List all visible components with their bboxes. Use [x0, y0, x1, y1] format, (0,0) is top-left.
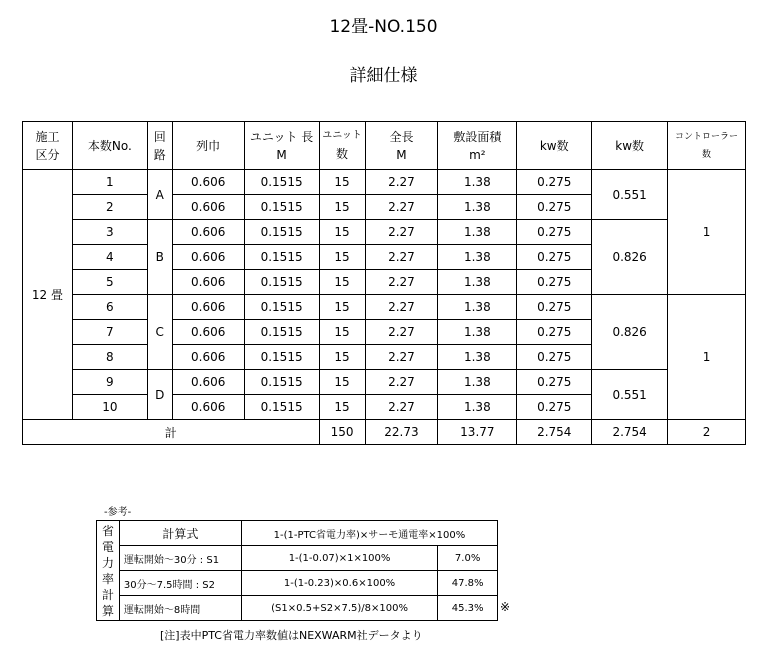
reference-row-label: 運転開始～8時間 [119, 596, 241, 621]
note-mark: ※ [500, 600, 511, 614]
header-kw-total: kw数 [592, 122, 668, 170]
header-controllers: コントローラー 数 [668, 122, 746, 170]
circuit-kw-total: 0.551 [592, 370, 668, 420]
row-total-length: 2.27 [365, 170, 438, 195]
controller-count: 1 [668, 170, 746, 295]
row-number: 2 [72, 195, 147, 220]
page-title: 12畳-NO.150 [329, 17, 438, 37]
row-total-length: 2.27 [365, 395, 438, 420]
total-row [23, 420, 746, 445]
row-area: 1.38 [438, 345, 517, 370]
reference-row-formula: 1-(1-0.23)×0.6×100% [241, 571, 437, 596]
row-total-length: 2.27 [365, 370, 438, 395]
row-units: 15 [319, 245, 365, 270]
header-section: 施工 区分 [23, 122, 73, 170]
row-unit-length: 0.1515 [244, 395, 319, 420]
row-area: 1.38 [438, 195, 517, 220]
row-area: 1.38 [438, 320, 517, 345]
row-unit-length: 0.1515 [244, 295, 319, 320]
row-width: 0.606 [172, 395, 244, 420]
row-number: 5 [72, 270, 147, 295]
row-number: 6 [72, 295, 147, 320]
row-units: 15 [319, 220, 365, 245]
table-row [23, 220, 746, 245]
reference-row [97, 596, 498, 621]
row-total-length: 2.27 [365, 295, 438, 320]
reference-row-formula: 1-(1-0.07)×1×100% [241, 546, 437, 571]
total-controllers: 2 [668, 420, 746, 445]
row-number: 7 [72, 320, 147, 345]
reference-row-value: 47.8% [438, 571, 498, 596]
row-unit-length: 0.1515 [244, 195, 319, 220]
row-width: 0.606 [172, 270, 244, 295]
row-total-length: 2.27 [365, 320, 438, 345]
row-width: 0.606 [172, 245, 244, 270]
row-kw: 0.275 [517, 245, 592, 270]
row-total-length: 2.27 [365, 245, 438, 270]
header-row [23, 122, 746, 170]
row-area: 1.38 [438, 245, 517, 270]
reference-row [97, 571, 498, 596]
circuit-label: B [147, 220, 172, 295]
circuit-label: C [147, 295, 172, 370]
row-units: 15 [319, 295, 365, 320]
header-width: 列巾 [172, 122, 244, 170]
page-subtitle: 詳細仕様 [349, 66, 418, 86]
row-width: 0.606 [172, 170, 244, 195]
row-width: 0.606 [172, 220, 244, 245]
row-unit-length: 0.1515 [244, 270, 319, 295]
row-unit-length: 0.1515 [244, 320, 319, 345]
row-area: 1.38 [438, 395, 517, 420]
reference-row-value: 45.3% [438, 596, 498, 621]
table-row [23, 295, 746, 320]
reference-label: -参考- [104, 507, 132, 518]
row-kw: 0.275 [517, 295, 592, 320]
row-number: 1 [72, 170, 147, 195]
row-kw: 0.275 [517, 320, 592, 345]
circuit-kw-total: 0.551 [592, 170, 668, 220]
reference-row-label: 30分～7.5時間 : S2 [119, 571, 241, 596]
row-area: 1.38 [438, 370, 517, 395]
row-units: 15 [319, 270, 365, 295]
row-unit-length: 0.1515 [244, 220, 319, 245]
row-total-length: 2.27 [365, 270, 438, 295]
reference-table [96, 520, 498, 621]
row-number: 8 [72, 345, 147, 370]
footnote: [注]表中PTC省電力率数値はNEXWARM社データより [160, 629, 423, 642]
row-width: 0.606 [172, 370, 244, 395]
total-length: 22.73 [365, 420, 438, 445]
row-units: 15 [319, 345, 365, 370]
row-unit-length: 0.1515 [244, 170, 319, 195]
row-width: 0.606 [172, 195, 244, 220]
total-area: 13.77 [438, 420, 517, 445]
header-unit-count: ユニット 数 [319, 122, 365, 170]
reference-row [97, 546, 498, 571]
header-number: 本数No. [72, 122, 147, 170]
spec-table [22, 121, 746, 445]
header-unit-length: ユニット 長 M [244, 122, 319, 170]
total-units: 150 [319, 420, 365, 445]
row-number: 3 [72, 220, 147, 245]
row-unit-length: 0.1515 [244, 370, 319, 395]
row-unit-length: 0.1515 [244, 245, 319, 270]
row-units: 15 [319, 170, 365, 195]
row-area: 1.38 [438, 220, 517, 245]
circuit-label: A [147, 170, 172, 220]
row-total-length: 2.27 [365, 220, 438, 245]
row-width: 0.606 [172, 345, 244, 370]
controller-count: 1 [668, 295, 746, 420]
row-kw: 0.275 [517, 370, 592, 395]
header-total-length: 全長 M [365, 122, 438, 170]
row-total-length: 2.27 [365, 195, 438, 220]
row-kw: 0.275 [517, 345, 592, 370]
total-kw: 2.754 [517, 420, 592, 445]
row-area: 1.38 [438, 170, 517, 195]
row-total-length: 2.27 [365, 345, 438, 370]
circuit-kw-total: 0.826 [592, 295, 668, 370]
table-row [23, 170, 746, 195]
reference-row-formula: (S1×0.5+S2×7.5)/8×100% [241, 596, 437, 621]
row-area: 1.38 [438, 270, 517, 295]
row-kw: 0.275 [517, 195, 592, 220]
row-units: 15 [319, 370, 365, 395]
formula-label: 計算式 [119, 521, 241, 546]
reference-formula-row [97, 521, 498, 546]
circuit-kw-total: 0.826 [592, 220, 668, 295]
table-row [23, 370, 746, 395]
circuit-label: D [147, 370, 172, 420]
row-number: 4 [72, 245, 147, 270]
reference-row-label: 運転開始～30分 : S1 [119, 546, 241, 571]
total-kw-sum: 2.754 [592, 420, 668, 445]
row-kw: 0.275 [517, 270, 592, 295]
row-width: 0.606 [172, 320, 244, 345]
row-kw: 0.275 [517, 170, 592, 195]
row-kw: 0.275 [517, 220, 592, 245]
reference-row-value: 7.0% [438, 546, 498, 571]
row-unit-length: 0.1515 [244, 345, 319, 370]
row-number: 10 [72, 395, 147, 420]
section-label: 12 畳 [23, 170, 73, 420]
row-width: 0.606 [172, 295, 244, 320]
total-label: 計 [23, 420, 320, 445]
formula-text: 1-(1-PTC省電力率)×サーモ通電率×100% [241, 521, 497, 546]
row-number: 9 [72, 370, 147, 395]
row-units: 15 [319, 320, 365, 345]
row-units: 15 [319, 395, 365, 420]
row-area: 1.38 [438, 295, 517, 320]
header-circuit: 回 路 [147, 122, 172, 170]
header-area: 敷設面積 m² [438, 122, 517, 170]
reference-side-label: 省 電 力 率 計 算 [97, 521, 120, 621]
row-kw: 0.275 [517, 395, 592, 420]
header-kw: kw数 [517, 122, 592, 170]
row-units: 15 [319, 195, 365, 220]
